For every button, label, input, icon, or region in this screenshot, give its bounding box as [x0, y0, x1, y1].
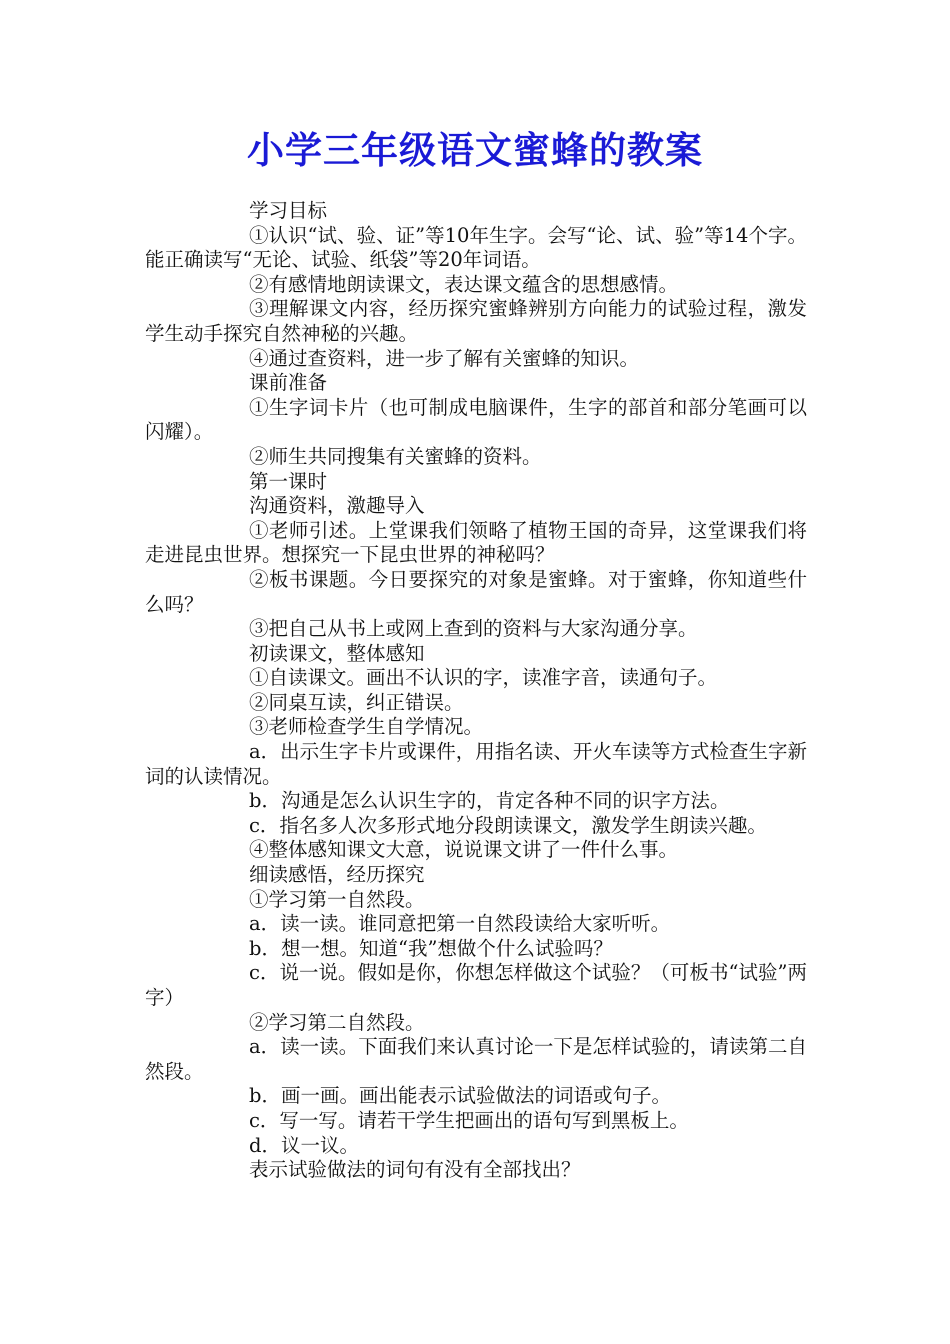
- paragraph-20: c．指名多人次多形式地分段朗读课文，激发学生朗读兴趣。: [249, 813, 767, 837]
- paragraph-31: d．议一议。: [249, 1133, 359, 1157]
- paragraph-28: a．读一读。下面我们来认真讨论一下是怎样试验的，请读第二自然段。: [145, 1035, 807, 1083]
- paragraph-2: ①认识“试、验、证”等10年生字。会写“论、试、验”等14个字。能正确读写“无论、试验、纸袋”等20年词语。: [145, 223, 807, 272]
- paragraph-27: ②学习第二自然段。: [249, 1010, 425, 1034]
- paragraph-7: ①生字词卡片（也可制成电脑课件，生字的部首和部分笔画可以闪耀）。: [145, 395, 807, 444]
- paragraph-26: c．说一说。假如是你，你想怎样做这个试验？（可板书“试验”两字）: [145, 961, 807, 1009]
- paragraph-4: ③理解课文内容，经历探究蜜蜂辨别方向能力的试验过程，激发学生动手探究自然神秘的兴趣。: [145, 297, 807, 345]
- paragraph-8: ②师生共同搜集有关蜜蜂的资料。: [249, 444, 542, 468]
- paragraph-17: ③老师检查学生自学情况。: [249, 715, 484, 739]
- paragraph-14: 初读课文，整体感知: [249, 641, 425, 665]
- paragraph-21: ④整体感知课文大意，说说课文讲了一件什么事。: [249, 838, 679, 862]
- paragraph-11: ①老师引述。上堂课我们领略了植物王国的奇异，这堂课我们将走进昆虫世界。想探究一下昆虫世界的神秘吗？: [145, 518, 807, 567]
- paragraph-16: ②同桌互读，纠正错误。: [249, 690, 464, 714]
- paragraph-32: 表示试验做法的词句有没有全部找出？: [249, 1158, 581, 1182]
- paragraph-22: 细读感悟，经历探究: [249, 863, 425, 887]
- paragraph-29: b．画一画。画出能表示试验做法的词语或句子。: [249, 1084, 671, 1108]
- paragraph-6: 课前准备: [249, 371, 328, 395]
- paragraph-12: ②板书课题。今日要探究的对象是蜜蜂。对于蜜蜂，你知道些什么吗？: [145, 567, 807, 616]
- paragraph-13: ③把自己从书上或网上查到的资料与大家沟通分享。: [249, 617, 698, 641]
- paragraph-5: ④通过查资料，进一步了解有关蜜蜂的知识。: [249, 346, 640, 370]
- paragraph-25: b．想一想。知道“我”想做个什么试验吗？: [249, 936, 613, 960]
- document-body: [145, 199, 807, 1183]
- paragraph-10: 沟通资料，激趣导入: [249, 494, 425, 518]
- paragraph-3: ②有感情地朗读课文，表达课文蕴含的思想感情。: [249, 272, 679, 296]
- paragraph-24: a．读一读。谁同意把第一自然段读给大家听听。: [249, 912, 671, 936]
- paragraph-18: a．出示生字卡片或课件，用指名读、开火车读等方式检查生字新词的认读情况。: [145, 740, 807, 788]
- paragraph-19: b．沟通是怎么认识生字的，肯定各种不同的识字方法。: [249, 789, 730, 813]
- paragraph-23: ①学习第一自然段。: [249, 887, 425, 911]
- document-title: 小学三年级语文蜜蜂的教案: [247, 128, 703, 172]
- paragraph-30: c．写一写。请若干学生把画出的语句写到黑板上。: [249, 1108, 689, 1132]
- paragraph-1: 学习目标: [249, 199, 328, 222]
- paragraph-15: ①自读课文。画出不认识的字，读准字音，读通句子。: [249, 666, 718, 690]
- paragraph-9: 第一课时: [249, 469, 328, 493]
